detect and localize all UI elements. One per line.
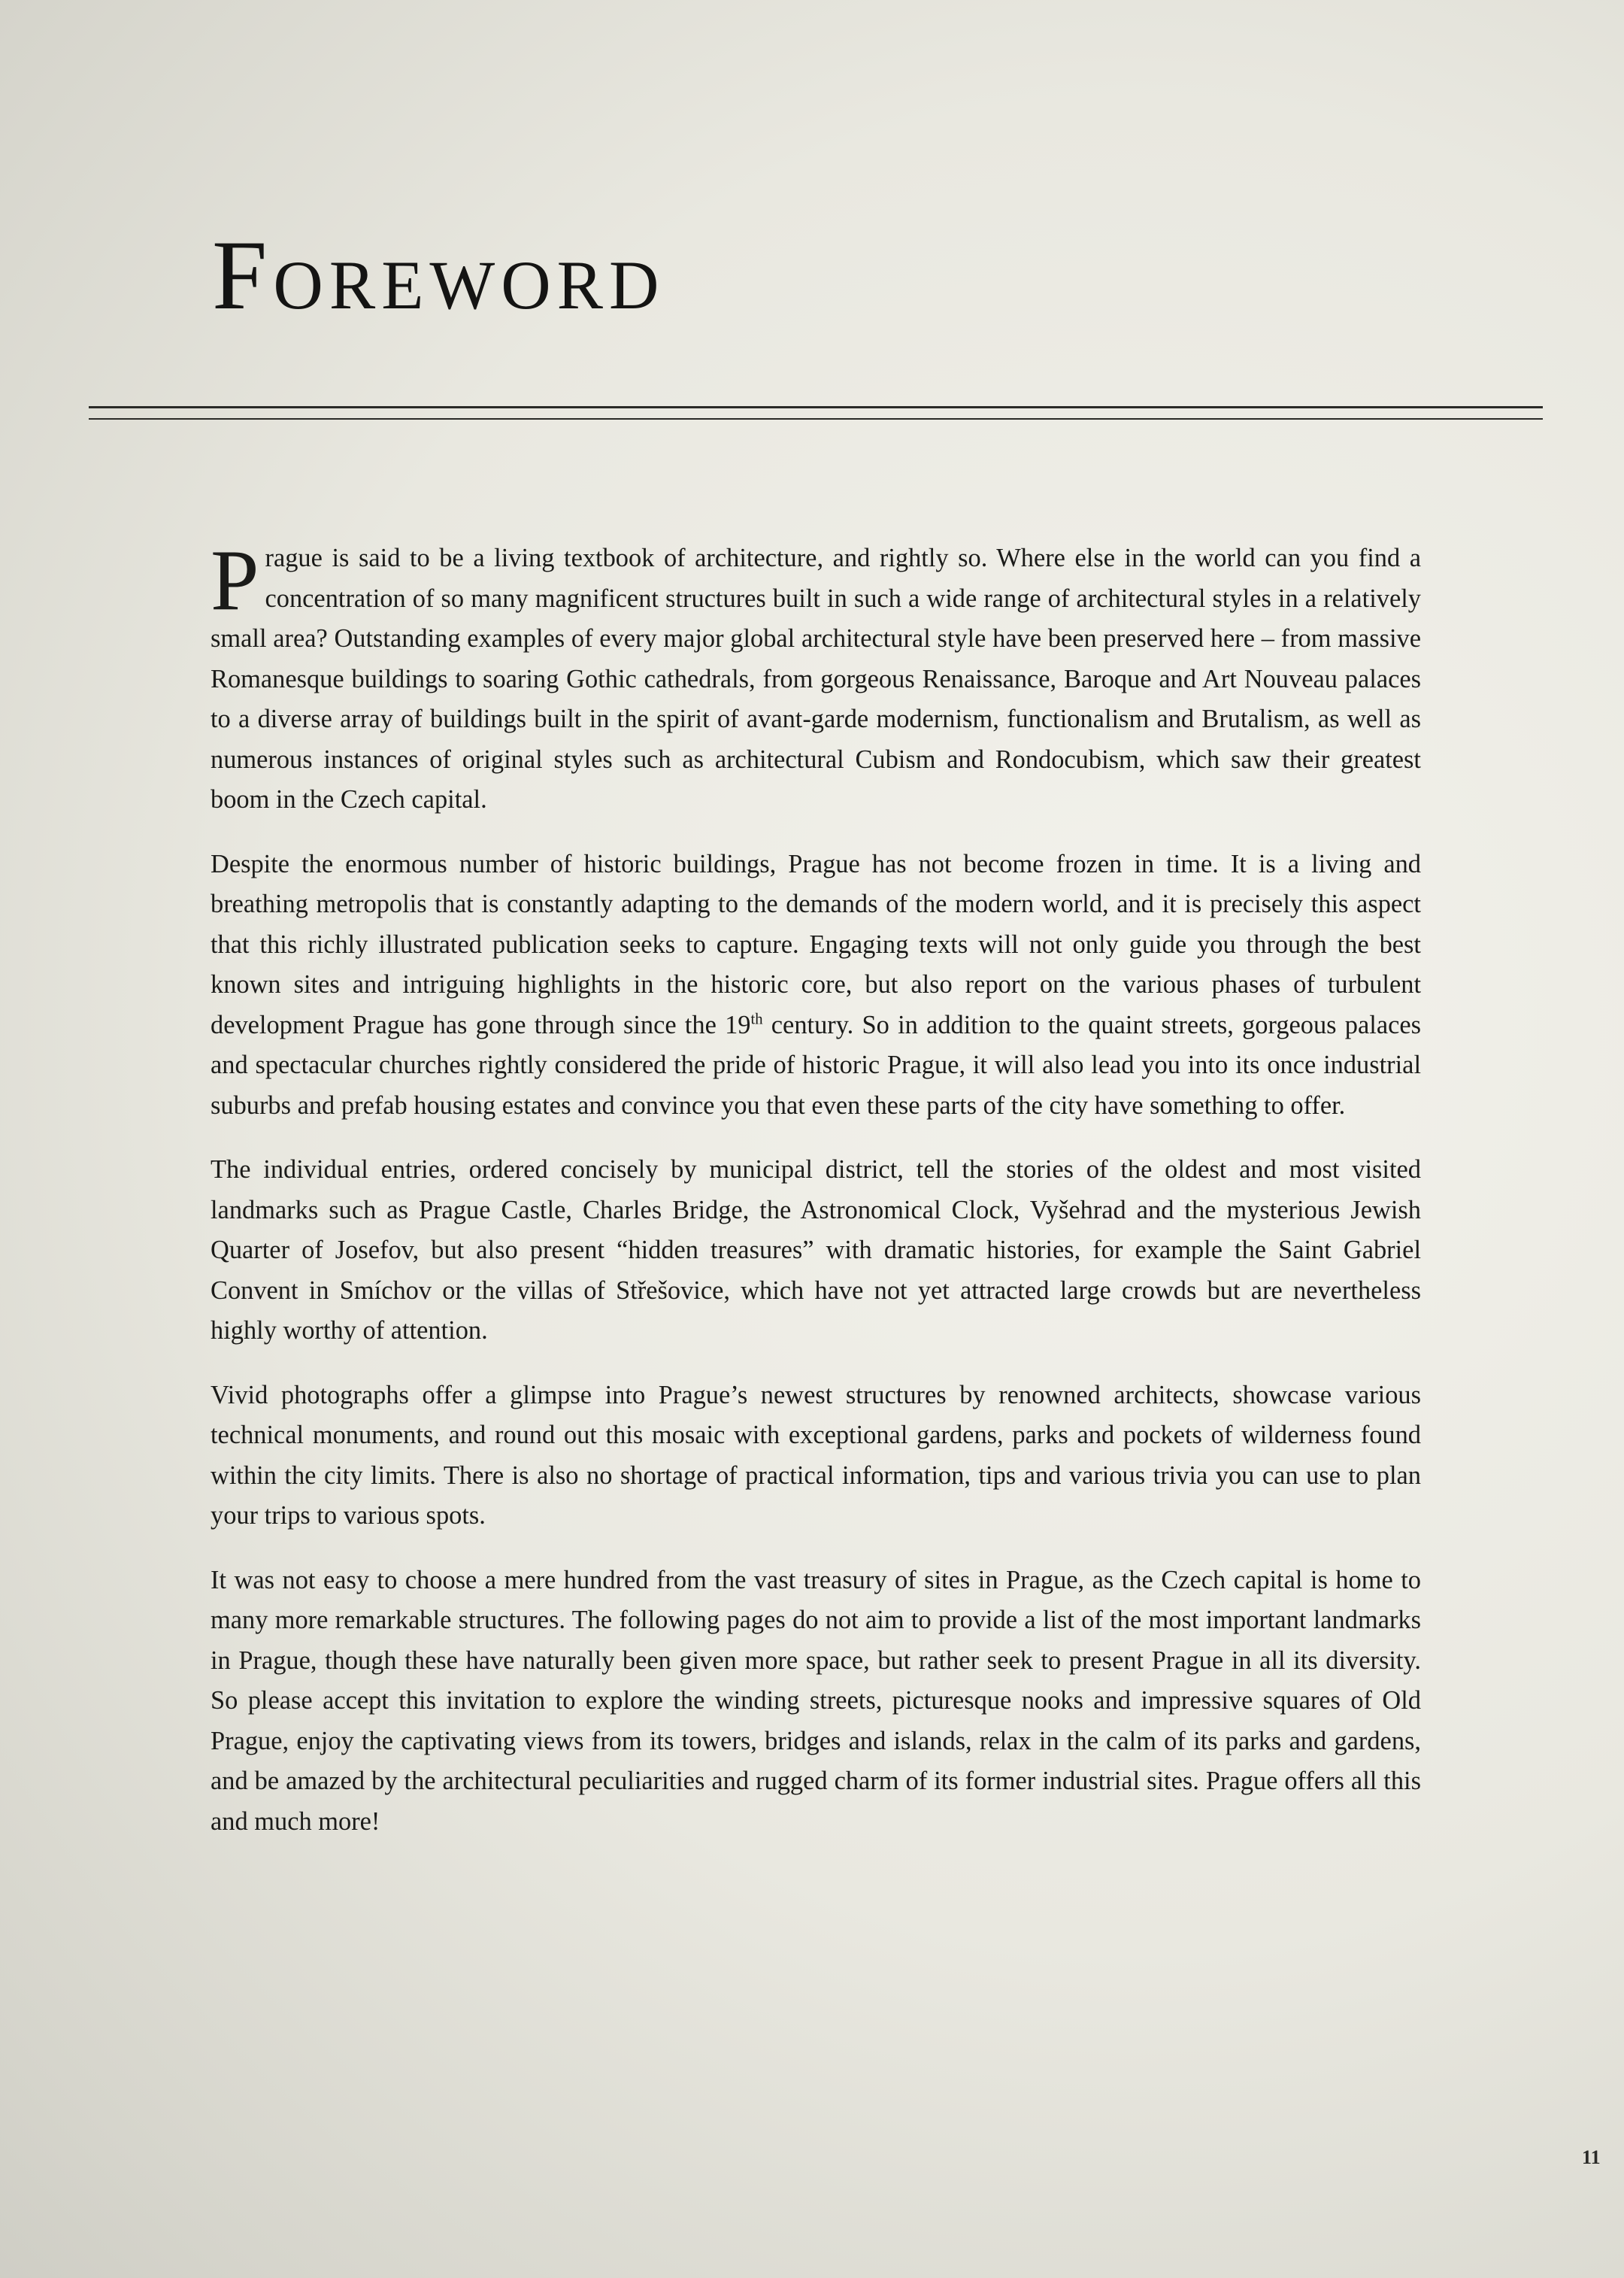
paragraph-2-text-a: Despite the enormous number of historic buildings, Prague has not become frozen in time. It is a living and breathing metropolis that is constantly adapting to the demands of the modern world, and it is precisely this aspect that this richly illustrated publication seeks to capture. Engaging texts will not only guide you through the best known sites and intriguing highlights in the historic core, but also report on the various phases of turbulent development Prague has gone through since the 19 xyxy=(211,849,1421,1039)
paragraph-1-text: rague is said to be a living textbook of architecture, and rightly so. Where else in the world can you find a concentration of so many magnificent structures built in such a wide range of architectural styles in a relatively small area? Outstanding examples of every major global architectural style have been preserved here – from massive Romanesque buildings to soaring Gothic cathedrals, from gorgeous Renaissance, Baroque and Art Nouveau palaces to a diverse array of buildings built in the spirit of avant-garde modernism, functionalism and Brutalism, as well as numerous instances of original styles such as architectural Cubism and Rondocubism, which saw their greatest boom in the Czech capital. xyxy=(211,544,1421,814)
drop-cap: P xyxy=(211,532,259,629)
paragraph-3: The individual entries, ordered concisely by municipal district, tell the stories of the oldest and most visited landmarks such as Prague Castle, Charles Bridge, the Astronomical Clock, Vyšehrad and the mysterious Jewish Quarter of Josefov, but also present “hidden treasures” with dramatic histories, for example the Saint Gabriel Convent in Smíchov or the villas of Střešovice, which have not yet attracted large crowds but are nevertheless highly worthy of attention. xyxy=(211,1155,1421,1345)
page-number: 11 xyxy=(1582,2146,1601,2168)
paragraph-2 xyxy=(211,845,1421,1127)
paragraph-4: Vivid photographs offer a glimpse into Prague’s newest structures by renowned architects, showcase various technical monuments, and round out this mosaic with exceptional gardens, parks and pockets of wilderness found within the city limits. There is also no shortage of practical information, tips and various trivia you can use to plan your trips to various spots. xyxy=(211,1380,1421,1530)
page-title: Foreword xyxy=(212,220,665,330)
paragraph-5: It was not easy to choose a mere hundred from the vast treasury of sites in Prague, as the Czech capital is home to many more remarkable structures. The following pages do not aim to provide a list of the most important landmarks in Prague, though these have naturally been given more space, but rather seek to present Prague in all its diversity. So please accept this invitation to explore the winding streets, picturesque nooks and impressive squares of Old Prague, enjoy the captivating views from its towers, bridges and islands, relax in the calm of its parks and gardens, and be amazed by the architectural peculiarities and rugged charm of its former industrial sites. Prague offers all this and much more! xyxy=(211,1565,1421,1836)
paragraph-1 xyxy=(211,532,1421,821)
paragraph-2-text-b: century. So in addition to the quaint streets, gorgeous palaces and spectacular churches rightly considered the pride of historic Prague, it will also lead you into its once industrial suburbs and prefab housing estates and convince you that even these parts of the city have something to offer. xyxy=(211,1010,1421,1120)
title-rule-bottom xyxy=(89,418,1543,420)
body-text xyxy=(211,532,1421,1866)
title-rule-top xyxy=(89,406,1543,408)
ordinal-suffix: th xyxy=(750,1011,763,1028)
